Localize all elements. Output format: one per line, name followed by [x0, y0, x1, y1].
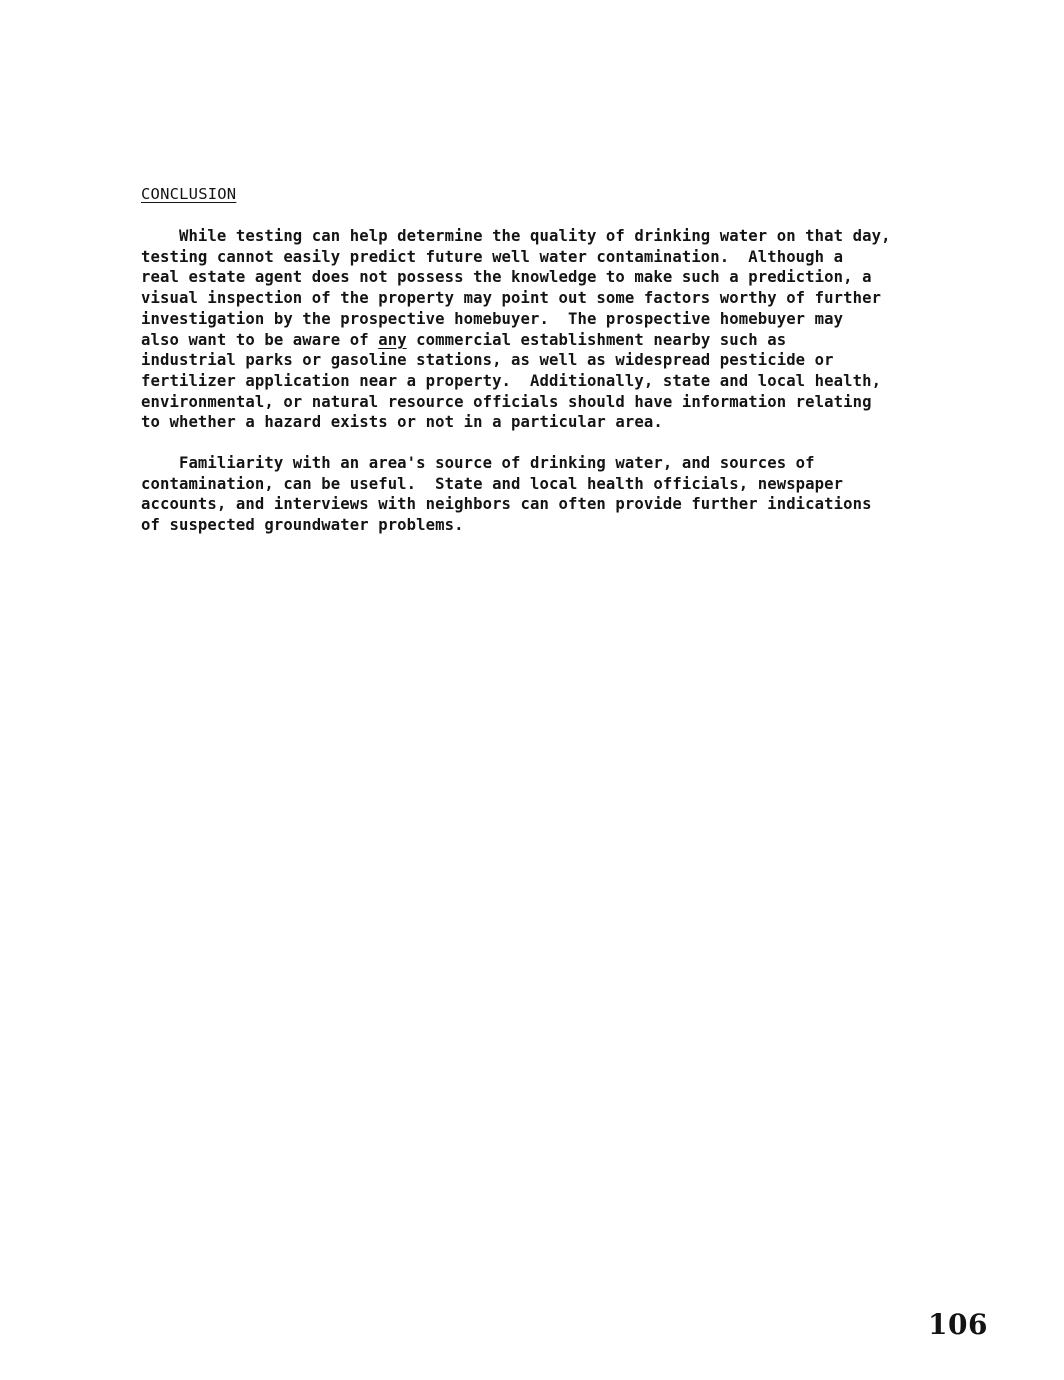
- paragraph-line: visual inspection of the property may point out some factors worthy of further: [141, 289, 882, 308]
- emphasized-word: any: [378, 330, 407, 349]
- paragraph-1: [141, 226, 991, 433]
- line-text: also want to be aware of: [141, 330, 379, 349]
- section-heading: CONCLUSION: [141, 185, 237, 203]
- paragraph-line: to whether a hazard exists or not in a particular area.: [141, 413, 663, 432]
- paragraph-line: real estate agent does not possess the knowledge to make such a prediction, a: [141, 268, 872, 287]
- line-text: commercial establishment nearby such as: [406, 330, 787, 349]
- paragraph-line: contamination, can be useful. State and local health officials, newspaper: [141, 474, 844, 493]
- paragraph-line: investigation by the prospective homebuyer. The prospective homebuyer may: [141, 309, 844, 328]
- paragraph-line: [141, 330, 991, 351]
- paragraph-line: industrial parks or gasoline stations, as well as widespread pesticide or: [141, 351, 834, 370]
- page-number: 106: [928, 1308, 988, 1341]
- paragraph-line: testing cannot easily predict future well water contamination. Although a: [141, 247, 844, 266]
- paragraph-line: of suspected groundwater problems.: [141, 516, 464, 535]
- paragraph-line: accounts, and interviews with neighbors can often provide further indications: [141, 495, 872, 514]
- paragraph-line: Familiarity with an area's source of drinking water, and sources of: [141, 454, 815, 472]
- paragraph-line: environmental, or natural resource officials should have information relating: [141, 392, 872, 411]
- paragraph-line: While testing can help determine the quality of drinking water on that day,: [141, 227, 891, 245]
- paragraph-line: fertilizer application near a property. Additionally, state and local health,: [141, 371, 882, 390]
- paragraph-2: [141, 453, 991, 536]
